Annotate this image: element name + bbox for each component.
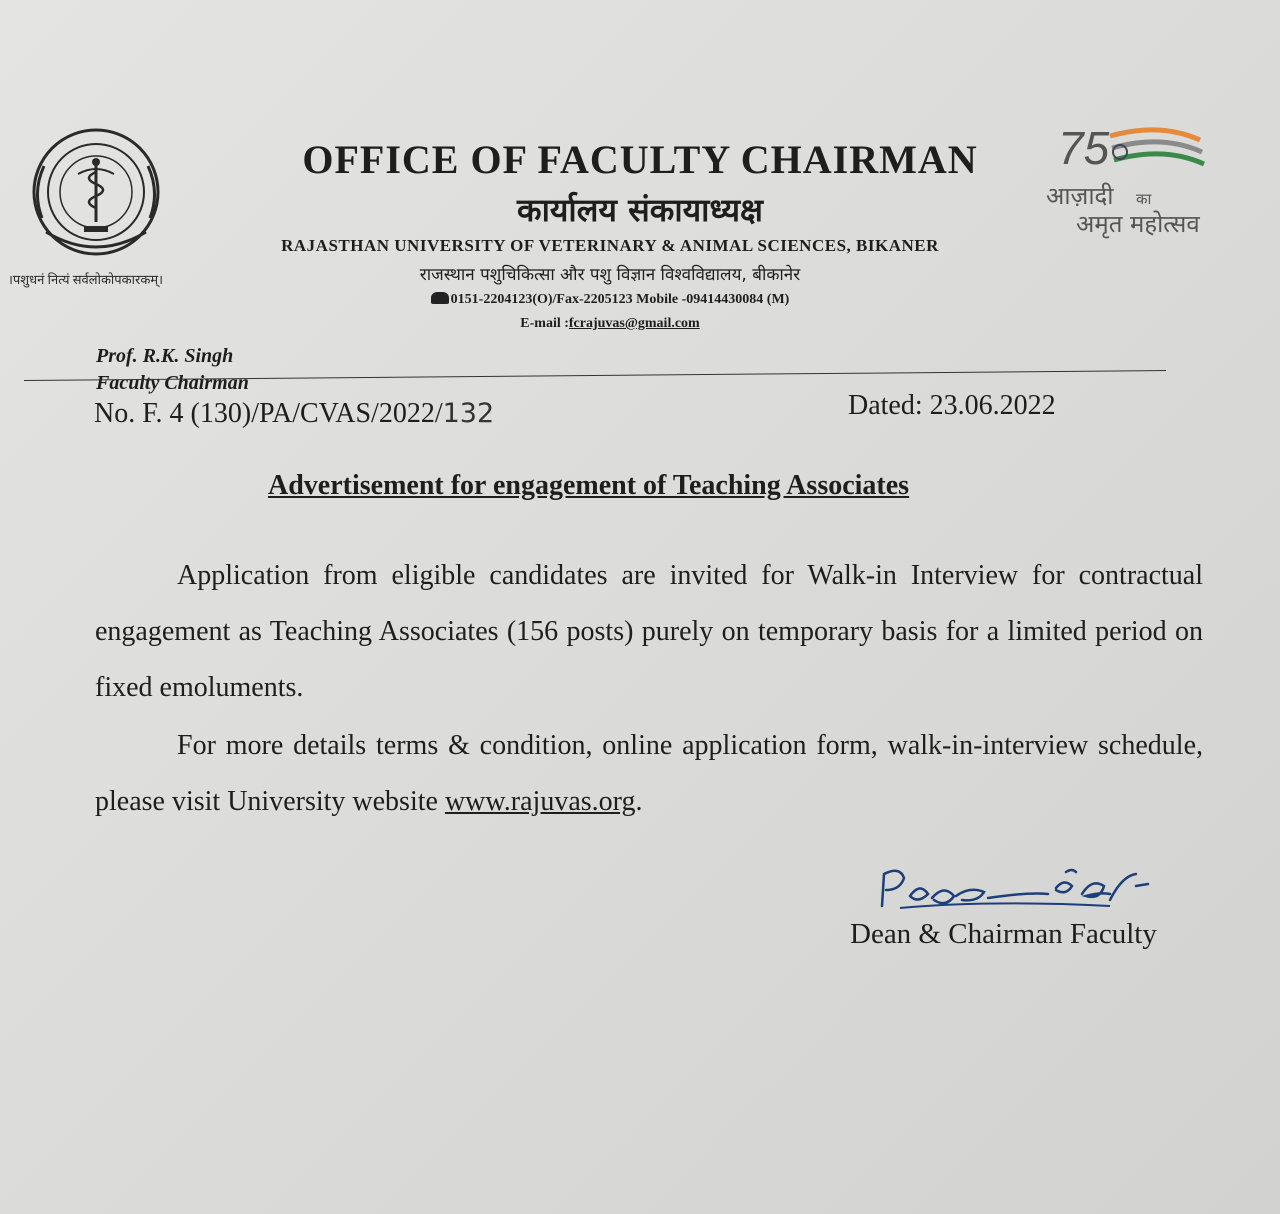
notice-date: Dated: 23.06.2022 [848, 390, 1056, 421]
azadi-hindi-ka: का [1136, 190, 1152, 208]
contact-line [200, 292, 1020, 308]
university-website-link[interactable]: www.rajuvas.org [444, 786, 636, 817]
reference-number-handwritten: 132 [442, 398, 495, 429]
azadi-number: 75 [1058, 122, 1110, 174]
email-link[interactable]: fcrajuvas@gmail.com [568, 316, 700, 331]
signature-image [870, 860, 1210, 920]
notice-paragraph-2-text: For more details terms & condition, online application form, walk-in-interview schedule, please visit University website [95, 730, 1203, 817]
university-motto: ।पशुधनं नित्यं सर्वलोकोपकारकम्। [8, 272, 164, 287]
email-line [200, 316, 1020, 332]
university-name-hindi: राजस्थान पशुचिकित्सा और पशु विज्ञान विश्वविद्यालय, बीकानेर [419, 265, 801, 285]
reference-number-printed: No. F. 4 (130)/PA/CVAS/2022/ [94, 398, 443, 429]
office-title-hindi: कार्यालय संकायाध्यक्ष [517, 191, 763, 229]
reference-number [94, 398, 494, 430]
amrit-mahotsav-hindi: अमृत महोत्सव [1076, 210, 1200, 238]
notice-heading: Advertisement for engagement of Teaching Associates [268, 470, 910, 501]
notice-paragraph-1 [95, 548, 1203, 716]
azadi-ka-amrit-mahotsav-logo [1040, 120, 1230, 240]
signatory-designation: Dean & Chairman Faculty [850, 918, 1157, 950]
notice-paragraph-2 [95, 718, 1203, 830]
email-label: E-mail : [520, 316, 569, 331]
notice-paragraph-1-text: Application from eligible candidates are invited for Walk-in Interview for contractual engagement as Teaching Associates (156 posts) purely on temporary basis for a limited period on fixed emoluments. [95, 560, 1203, 703]
officer-title: Faculty Chairman [96, 372, 249, 394]
azadi-hindi-word: आज़ादी [1046, 182, 1114, 210]
telephone-icon [431, 292, 449, 304]
contact-numbers: 0151-2204123(O)/Fax-2205123 Mobile -09414430084 (M) [450, 292, 790, 307]
officer-name: Prof. R.K. Singh [96, 345, 234, 367]
paragraph-2-period: . [635, 786, 643, 817]
office-title: OFFICE OF FACULTY CHAIRMAN [302, 137, 978, 182]
university-name: RAJASTHAN UNIVERSITY OF VETERINARY & ANIMAL SCIENCES, BIKANER [281, 236, 939, 255]
university-seal-logo [22, 122, 170, 270]
